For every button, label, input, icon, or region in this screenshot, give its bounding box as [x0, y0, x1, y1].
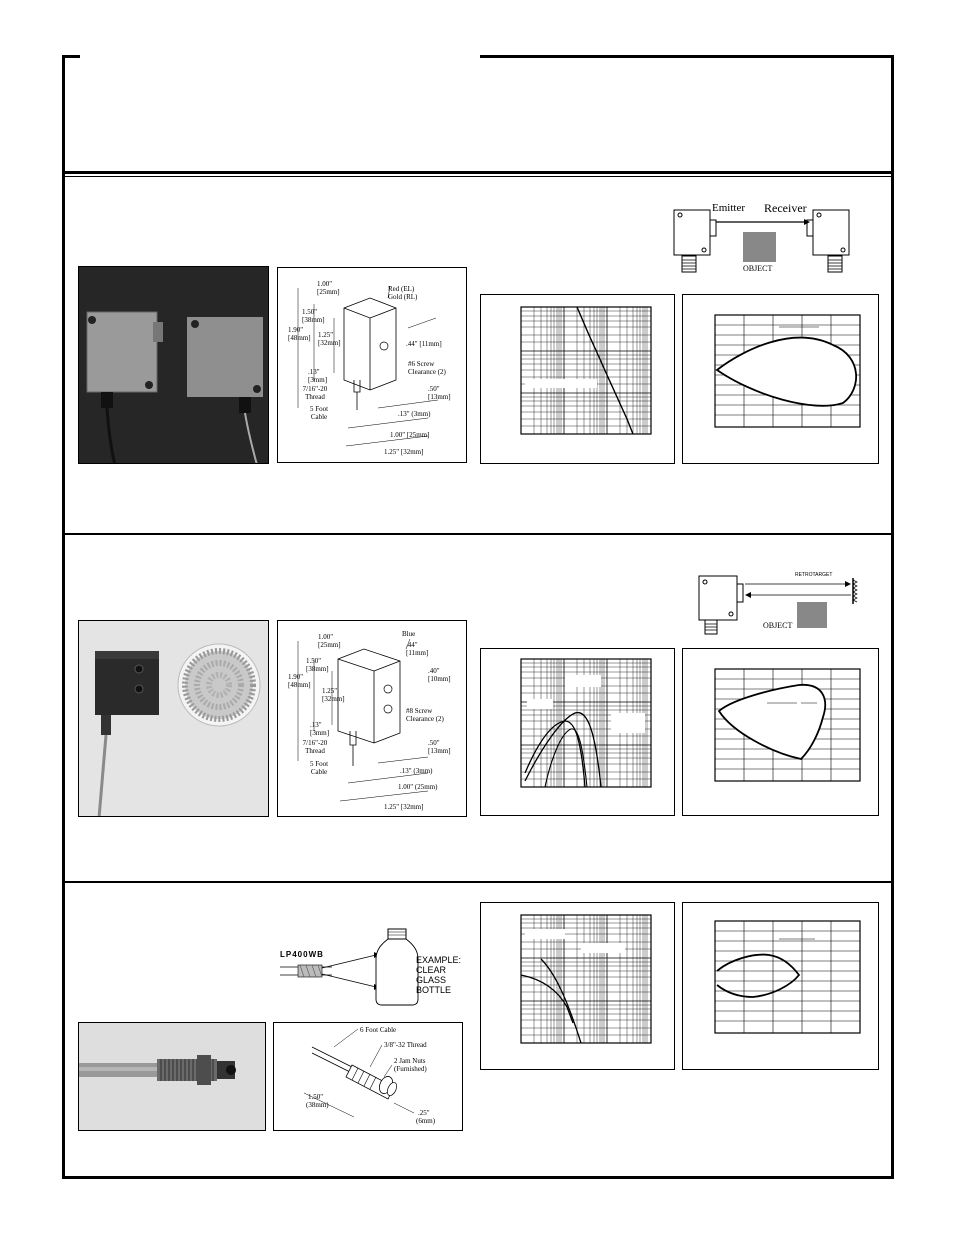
emitter-label: Emitter: [712, 202, 745, 214]
excess-gain-graph-2: [480, 648, 675, 816]
dim2-thread: 7/16"-20 Thread: [302, 739, 328, 755]
dim3-150a: 1.50": [308, 1093, 324, 1101]
dim3-nuts: 2 Jam Nuts: [394, 1057, 426, 1065]
beam-pattern-graph-3: [682, 902, 879, 1070]
example-line-2: CLEAR: [416, 965, 447, 975]
dim-125b: 1.25" [32mm]: [384, 448, 424, 456]
dim-44: .44" [11mm]: [406, 340, 442, 348]
dim2-40: .40" [10mm]: [428, 667, 451, 683]
object-label: OBJECT: [743, 264, 773, 273]
dim-13: .13" [3mm]: [308, 368, 328, 384]
retrotarget-label: RETROTARGET: [795, 572, 833, 578]
example-line-1: EXAMPLE:: [416, 955, 462, 965]
retroreflective-diagram: [695, 570, 865, 640]
dim3-thread: 3/8"-32 Thread: [384, 1041, 427, 1049]
dim-screw: #6 Screw Clearance (2): [408, 360, 446, 376]
dim3-25b: (6mm): [416, 1117, 436, 1125]
dim-50: .50" [13mm]: [428, 385, 451, 401]
beam-pattern-graph-2: [682, 648, 879, 816]
dim-red: Red (EL): [388, 285, 415, 293]
dim2-50: .50" [13mm]: [428, 739, 451, 755]
dim2-screw: #8 Screw Clearance (2): [406, 707, 444, 723]
dim-thread: 7/16"-20 Thread: [302, 385, 328, 401]
dim2-190: 1.90" [48mm]: [288, 673, 311, 689]
excess-gain-graph-1: [480, 294, 675, 464]
example-line-3: GLASS: [416, 975, 447, 985]
through-beam-diagram: [668, 200, 860, 280]
dim2-100b: 1.00" (25mm): [398, 783, 438, 791]
dim-150: 1.50" [38mm]: [302, 308, 325, 324]
clear-bottle-example: [276, 925, 466, 1007]
dim2-125b: 1.25" [32mm]: [384, 803, 424, 811]
beam-pattern-graph-1: [682, 294, 879, 464]
dim-cable: 5 Foot Cable: [309, 405, 329, 421]
through-beam-sensor-photo: [78, 266, 269, 464]
object-label-2: OBJECT: [763, 621, 793, 630]
retroreflective-sensor-photo: [78, 620, 269, 817]
dim-blue: Blue: [402, 630, 416, 638]
dim2-100: 1.00" [25mm]: [318, 633, 341, 649]
dim-13b: .13" (3mm): [398, 410, 431, 418]
excess-gain-graph-3: [480, 902, 675, 1070]
dim3-cable: 6 Foot Cable: [360, 1026, 397, 1034]
dim2-150: 1.50" [38mm]: [306, 657, 329, 673]
barrel-dimension-drawing: [273, 1022, 463, 1131]
model-label: LP400WB: [280, 950, 324, 959]
dim3-150b: (38mm): [306, 1101, 329, 1109]
dim-gold: Gold (RL): [388, 293, 418, 301]
receiver-label: Receiver: [764, 201, 807, 215]
dim2-44: .44" [11mm]: [406, 641, 429, 657]
barrel-sensor-photo: [78, 1022, 266, 1131]
dim2-13b: .13" (3mm): [400, 767, 433, 775]
dim-190: 1.90" [48mm]: [288, 326, 311, 342]
dim2-13: .13" [3mm]: [310, 721, 330, 737]
dim2-cable: 5 Foot Cable: [309, 760, 329, 776]
through-beam-dimension-drawing: [277, 267, 467, 463]
dim3-25a: .25": [418, 1109, 430, 1117]
example-line-4: BOTTLE: [416, 985, 452, 995]
dim-100: 1.00" [25mm]: [317, 280, 340, 296]
dim-125a: 1.25" [32mm]: [318, 331, 341, 347]
dim-100b: 1.00" [25mm]: [390, 431, 430, 439]
dim2-125a: 1.25" [32mm]: [322, 687, 345, 703]
dim3-furnished: (Furnished): [394, 1065, 427, 1073]
retroreflective-dimension-drawing: [277, 620, 467, 817]
